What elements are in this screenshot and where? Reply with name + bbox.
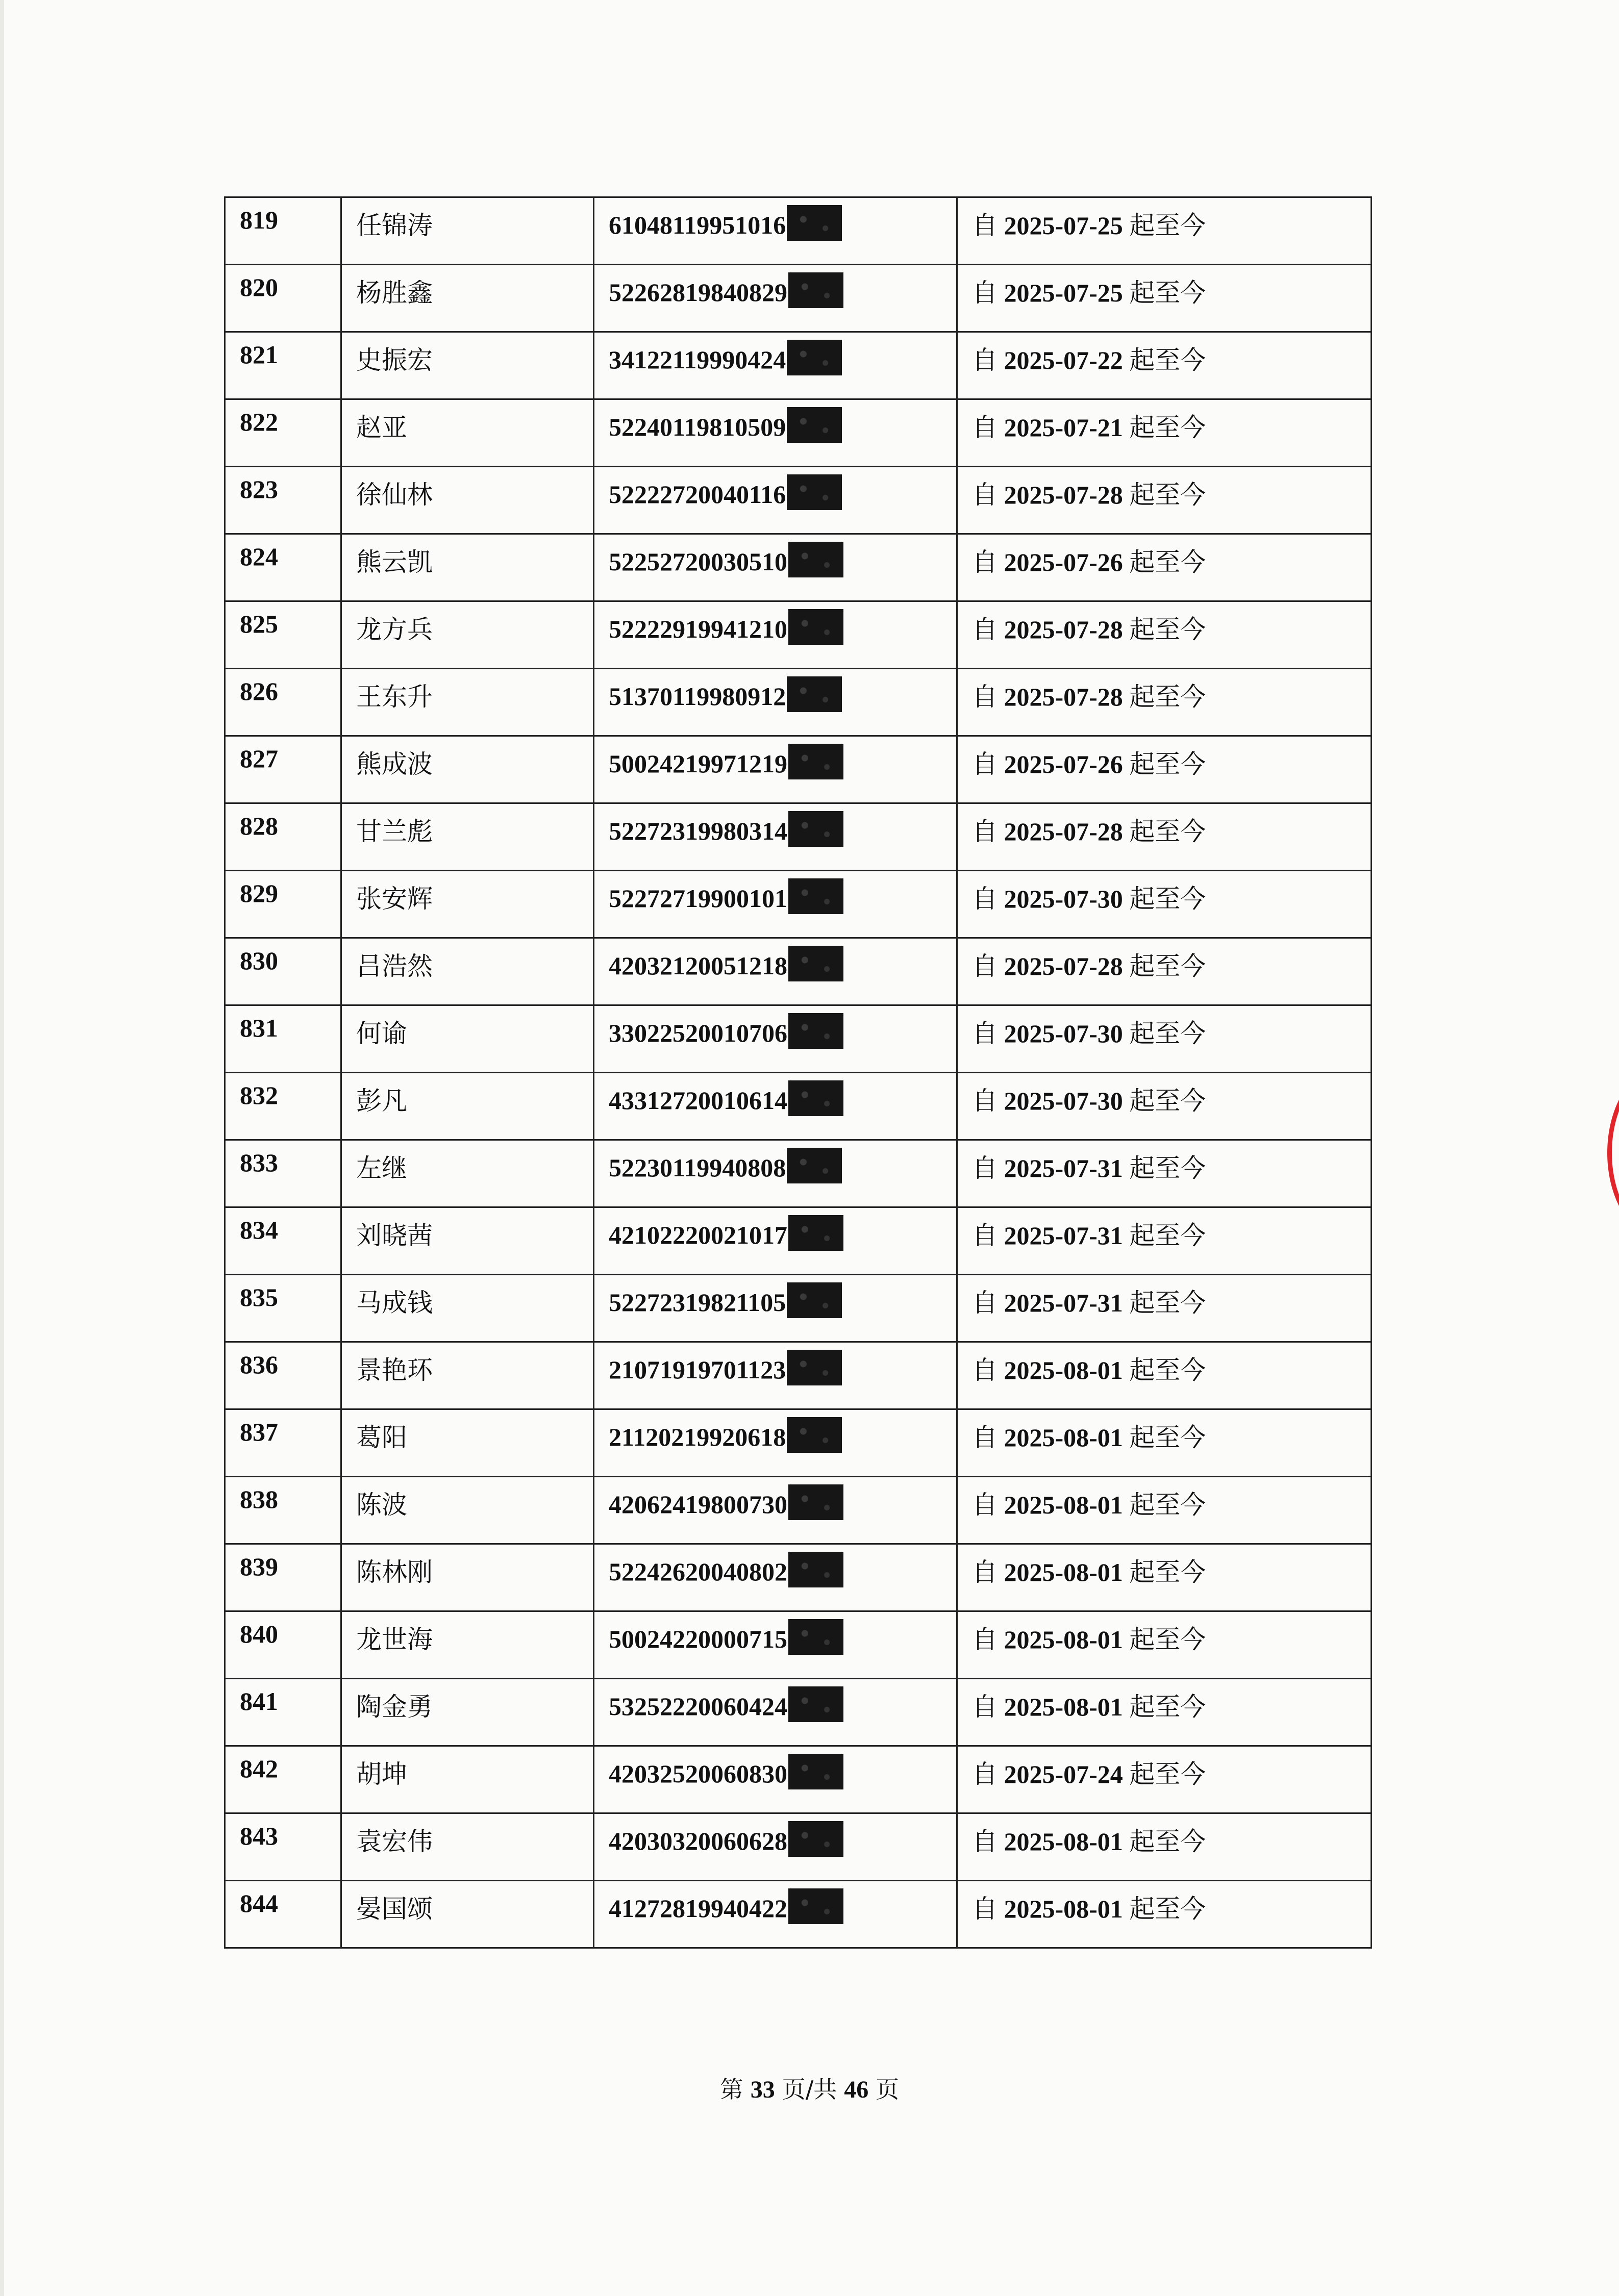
id-number-cell [594, 1544, 957, 1611]
table-row [225, 803, 1372, 871]
id-number-cell [594, 1679, 957, 1746]
table-row [225, 1342, 1372, 1409]
table-row [225, 197, 1372, 265]
row-number: 828 [225, 803, 341, 871]
row-number: 837 [225, 1409, 341, 1477]
date-suffix: 起至今 [1129, 1894, 1206, 1924]
table-row [225, 1140, 1372, 1207]
person-name: 任锦涛 [341, 197, 594, 265]
id-number-visible: 52272719900101 [609, 884, 787, 913]
date-cell [957, 1342, 1372, 1409]
table-row [225, 1611, 1372, 1679]
date-cell [957, 1409, 1372, 1477]
date-cell [957, 1207, 1372, 1275]
redaction-block [788, 1552, 843, 1587]
date-prefix: 自 [972, 615, 998, 644]
date-suffix: 起至今 [1129, 1692, 1206, 1722]
start-date: 2025-07-28 [1004, 615, 1123, 644]
date-prefix: 自 [972, 1759, 998, 1789]
date-cell [957, 1005, 1372, 1073]
date-suffix: 起至今 [1129, 547, 1206, 577]
page-total: 46 [844, 2076, 869, 2103]
row-number: 839 [225, 1544, 341, 1611]
date-cell [957, 1477, 1372, 1544]
id-number-visible: 52230119940808 [609, 1153, 786, 1182]
row-number: 824 [225, 534, 341, 601]
redaction-block [787, 676, 842, 712]
redaction-block [788, 272, 843, 308]
id-number-visible: 52272319821105 [609, 1288, 786, 1317]
start-date: 2025-07-24 [1004, 1760, 1123, 1788]
person-name: 葛阳 [341, 1409, 594, 1477]
date-cell [957, 736, 1372, 803]
table-row [225, 1207, 1372, 1275]
table-row [225, 399, 1372, 467]
id-number-visible: 52242620040802 [609, 1557, 787, 1586]
id-number-visible: 51370119980912 [609, 682, 786, 711]
person-name: 陈林刚 [341, 1544, 594, 1611]
start-date: 2025-07-25 [1004, 211, 1123, 240]
redaction-block [788, 744, 843, 779]
date-suffix: 起至今 [1129, 1490, 1206, 1520]
person-name: 刘晓茜 [341, 1207, 594, 1275]
page-footer [0, 2071, 1619, 2105]
date-cell [957, 669, 1372, 736]
redaction-block [787, 1350, 842, 1385]
date-prefix: 自 [972, 1557, 998, 1587]
row-number: 835 [225, 1275, 341, 1342]
id-number-visible: 43312720010614 [609, 1086, 787, 1115]
date-prefix: 自 [972, 1019, 998, 1048]
person-name: 吕浩然 [341, 938, 594, 1005]
row-number: 821 [225, 332, 341, 399]
id-number-cell [594, 332, 957, 399]
date-suffix: 起至今 [1129, 1557, 1206, 1587]
person-name: 赵亚 [341, 399, 594, 467]
start-date: 2025-08-01 [1004, 1356, 1123, 1384]
row-number: 832 [225, 1073, 341, 1140]
date-suffix: 起至今 [1129, 1221, 1206, 1250]
table-row [225, 1409, 1372, 1477]
id-number-cell [594, 1005, 957, 1073]
table-row [225, 1005, 1372, 1073]
person-name: 张安辉 [341, 871, 594, 938]
id-number-visible: 52240119810509 [609, 413, 786, 441]
id-number-cell [594, 669, 957, 736]
date-prefix: 自 [972, 211, 998, 240]
date-prefix: 自 [972, 1086, 998, 1116]
date-cell [957, 871, 1372, 938]
start-date: 2025-08-01 [1004, 1625, 1123, 1654]
redaction-block [788, 946, 843, 981]
id-number-cell [594, 1342, 957, 1409]
table-body [225, 197, 1372, 1948]
person-name: 陶金勇 [341, 1679, 594, 1746]
id-number-cell [594, 1477, 957, 1544]
page-suffix: 页 [876, 2076, 900, 2103]
redaction-block [788, 1013, 843, 1049]
table-row [225, 1813, 1372, 1881]
redaction-block [788, 878, 843, 914]
date-prefix: 自 [972, 1692, 998, 1722]
redaction-block [787, 1417, 842, 1453]
date-suffix: 起至今 [1129, 480, 1206, 510]
id-number-cell [594, 467, 957, 534]
id-number-visible: 52262819840829 [609, 278, 787, 307]
row-number: 833 [225, 1140, 341, 1207]
id-number-cell [594, 601, 957, 669]
date-suffix: 起至今 [1129, 884, 1206, 914]
redaction-block [787, 340, 842, 375]
row-number: 842 [225, 1746, 341, 1813]
date-cell [957, 1611, 1372, 1679]
date-cell [957, 601, 1372, 669]
date-cell [957, 399, 1372, 467]
date-prefix: 自 [972, 1827, 998, 1856]
id-number-visible: 42030320060628 [609, 1827, 787, 1855]
date-suffix: 起至今 [1129, 615, 1206, 644]
date-suffix: 起至今 [1129, 951, 1206, 981]
date-suffix: 起至今 [1129, 1086, 1206, 1116]
date-cell [957, 1746, 1372, 1813]
id-number-visible: 52252720030510 [609, 547, 787, 576]
table-row [225, 938, 1372, 1005]
date-suffix: 起至今 [1129, 1827, 1206, 1856]
start-date: 2025-07-31 [1004, 1154, 1123, 1182]
row-number: 844 [225, 1881, 341, 1948]
id-number-cell [594, 1746, 957, 1813]
date-cell [957, 1073, 1372, 1140]
id-number-visible: 52222919941210 [609, 615, 787, 643]
person-name: 彭凡 [341, 1073, 594, 1140]
id-number-cell [594, 938, 957, 1005]
date-prefix: 自 [972, 682, 998, 712]
id-number-visible: 21071919701123 [609, 1355, 786, 1384]
date-suffix: 起至今 [1129, 1019, 1206, 1048]
redaction-block [788, 542, 843, 577]
date-suffix: 起至今 [1129, 1625, 1206, 1654]
row-number: 820 [225, 265, 341, 332]
redaction-block [788, 1888, 843, 1924]
id-number-visible: 42032520060830 [609, 1759, 787, 1788]
person-name: 胡坤 [341, 1746, 594, 1813]
date-cell [957, 197, 1372, 265]
date-prefix: 自 [972, 1625, 998, 1654]
row-number: 831 [225, 1005, 341, 1073]
start-date: 2025-07-21 [1004, 413, 1123, 442]
person-name: 熊成波 [341, 736, 594, 803]
start-date: 2025-07-22 [1004, 346, 1123, 374]
date-prefix: 自 [972, 278, 998, 308]
date-prefix: 自 [972, 1355, 998, 1385]
person-name: 马成钱 [341, 1275, 594, 1342]
date-suffix: 起至今 [1129, 211, 1206, 240]
start-date: 2025-07-26 [1004, 750, 1123, 778]
date-prefix: 自 [972, 1221, 998, 1250]
date-prefix: 自 [972, 1490, 998, 1520]
id-number-cell [594, 736, 957, 803]
red-seal-stamp [1607, 1066, 1619, 1240]
date-prefix: 自 [972, 951, 998, 981]
table-row [225, 736, 1372, 803]
row-number: 841 [225, 1679, 341, 1746]
id-number-visible: 61048119951016 [609, 211, 786, 239]
redaction-block [787, 1148, 842, 1183]
date-prefix: 自 [972, 749, 998, 779]
start-date: 2025-07-31 [1004, 1289, 1123, 1317]
date-cell [957, 1881, 1372, 1948]
start-date: 2025-08-01 [1004, 1558, 1123, 1586]
id-number-visible: 33022520010706 [609, 1019, 787, 1047]
person-name: 龙方兵 [341, 601, 594, 669]
id-number-visible: 50024220000715 [609, 1625, 787, 1653]
id-number-cell [594, 1813, 957, 1881]
id-number-visible: 34122119990424 [609, 345, 786, 374]
row-number: 823 [225, 467, 341, 534]
date-prefix: 自 [972, 817, 998, 846]
person-name: 甘兰彪 [341, 803, 594, 871]
date-suffix: 起至今 [1129, 749, 1206, 779]
start-date: 2025-08-01 [1004, 1423, 1123, 1452]
id-number-visible: 42032120051218 [609, 951, 787, 980]
redaction-block [788, 1484, 843, 1520]
date-cell [957, 467, 1372, 534]
start-date: 2025-07-31 [1004, 1221, 1123, 1250]
start-date: 2025-08-01 [1004, 1693, 1123, 1721]
date-cell [957, 803, 1372, 871]
id-number-visible: 42062419800730 [609, 1490, 787, 1519]
table-row [225, 467, 1372, 534]
date-suffix: 起至今 [1129, 682, 1206, 712]
date-cell [957, 1813, 1372, 1881]
date-prefix: 自 [972, 884, 998, 914]
table-row [225, 1073, 1372, 1140]
date-prefix: 自 [972, 413, 998, 442]
start-date: 2025-07-25 [1004, 279, 1123, 307]
redaction-block [788, 1080, 843, 1116]
date-cell [957, 1679, 1372, 1746]
table-row [225, 1544, 1372, 1611]
redaction-block [788, 609, 843, 645]
start-date: 2025-07-30 [1004, 1087, 1123, 1115]
page-mid: 页/共 [782, 2076, 837, 2103]
id-number-cell [594, 399, 957, 467]
row-number: 829 [225, 871, 341, 938]
start-date: 2025-08-01 [1004, 1827, 1123, 1856]
id-number-visible: 42102220021017 [609, 1221, 787, 1249]
table-row [225, 1275, 1372, 1342]
row-number: 838 [225, 1477, 341, 1544]
person-name: 左继 [341, 1140, 594, 1207]
start-date: 2025-07-28 [1004, 683, 1123, 711]
redaction-block [788, 1215, 843, 1251]
start-date: 2025-08-01 [1004, 1895, 1123, 1923]
date-cell [957, 1140, 1372, 1207]
date-cell [957, 1544, 1372, 1611]
row-number: 825 [225, 601, 341, 669]
id-number-cell [594, 1275, 957, 1342]
date-suffix: 起至今 [1129, 1355, 1206, 1385]
redaction-block [787, 205, 842, 241]
row-number: 827 [225, 736, 341, 803]
table-row [225, 1746, 1372, 1813]
start-date: 2025-07-28 [1004, 817, 1123, 846]
table-row [225, 1881, 1372, 1948]
table-row [225, 332, 1372, 399]
id-number-cell [594, 197, 957, 265]
table-row [225, 871, 1372, 938]
date-cell [957, 1275, 1372, 1342]
date-suffix: 起至今 [1129, 413, 1206, 442]
date-suffix: 起至今 [1129, 1759, 1206, 1789]
person-name: 熊云凯 [341, 534, 594, 601]
start-date: 2025-07-28 [1004, 481, 1123, 509]
person-name: 史振宏 [341, 332, 594, 399]
date-prefix: 自 [972, 1153, 998, 1183]
date-suffix: 起至今 [1129, 278, 1206, 308]
date-prefix: 自 [972, 547, 998, 577]
row-number: 826 [225, 669, 341, 736]
redaction-block [788, 1686, 843, 1722]
redaction-block [787, 1282, 842, 1318]
redaction-block [788, 1619, 843, 1655]
start-date: 2025-07-28 [1004, 952, 1123, 980]
start-date: 2025-07-30 [1004, 885, 1123, 913]
row-number: 819 [225, 197, 341, 265]
row-number: 822 [225, 399, 341, 467]
id-number-cell [594, 1881, 957, 1948]
date-suffix: 起至今 [1129, 1423, 1206, 1452]
page-prefix: 第 [719, 2076, 743, 2103]
id-number-cell [594, 1611, 957, 1679]
row-number: 840 [225, 1611, 341, 1679]
date-suffix: 起至今 [1129, 1153, 1206, 1183]
redaction-block [788, 1754, 843, 1789]
person-name: 龙世海 [341, 1611, 594, 1679]
table-row [225, 1679, 1372, 1746]
date-cell [957, 332, 1372, 399]
row-number: 834 [225, 1207, 341, 1275]
date-cell [957, 265, 1372, 332]
person-name: 王东升 [341, 669, 594, 736]
date-suffix: 起至今 [1129, 817, 1206, 846]
id-number-visible: 50024219971219 [609, 749, 787, 778]
start-date: 2025-07-26 [1004, 548, 1123, 576]
date-prefix: 自 [972, 480, 998, 510]
person-name: 晏国颂 [341, 1881, 594, 1948]
redaction-block [788, 811, 843, 847]
id-number-cell [594, 534, 957, 601]
id-number-cell [594, 871, 957, 938]
person-name: 杨胜鑫 [341, 265, 594, 332]
person-name: 袁宏伟 [341, 1813, 594, 1881]
person-name: 何谕 [341, 1005, 594, 1073]
row-number: 836 [225, 1342, 341, 1409]
id-number-cell [594, 265, 957, 332]
start-date: 2025-07-30 [1004, 1019, 1123, 1048]
id-number-cell [594, 803, 957, 871]
redaction-block [787, 474, 842, 510]
date-suffix: 起至今 [1129, 1288, 1206, 1318]
date-prefix: 自 [972, 1288, 998, 1318]
person-name: 景艳环 [341, 1342, 594, 1409]
id-number-visible: 21120219920618 [609, 1423, 786, 1451]
id-number-visible: 52272319980314 [609, 817, 787, 845]
id-number-visible: 41272819940422 [609, 1894, 787, 1923]
redaction-block [787, 407, 842, 443]
table-row [225, 669, 1372, 736]
redaction-block [788, 1821, 843, 1857]
scan-edge [0, 0, 4, 2296]
date-cell [957, 938, 1372, 1005]
row-number: 843 [225, 1813, 341, 1881]
table-row [225, 1477, 1372, 1544]
person-name: 陈波 [341, 1477, 594, 1544]
table-row [225, 534, 1372, 601]
start-date: 2025-08-01 [1004, 1491, 1123, 1519]
person-name: 徐仙林 [341, 467, 594, 534]
table-row [225, 601, 1372, 669]
id-number-cell [594, 1073, 957, 1140]
table-row [225, 265, 1372, 332]
date-cell [957, 534, 1372, 601]
row-number: 830 [225, 938, 341, 1005]
personnel-table [224, 196, 1372, 1949]
date-prefix: 自 [972, 1894, 998, 1924]
id-number-cell [594, 1140, 957, 1207]
date-prefix: 自 [972, 345, 998, 375]
page-current: 33 [750, 2076, 775, 2103]
id-number-cell [594, 1409, 957, 1477]
id-number-visible: 52222720040116 [609, 480, 786, 509]
date-suffix: 起至今 [1129, 345, 1206, 375]
id-number-cell [594, 1207, 957, 1275]
id-number-visible: 53252220060424 [609, 1692, 787, 1721]
date-prefix: 自 [972, 1423, 998, 1452]
